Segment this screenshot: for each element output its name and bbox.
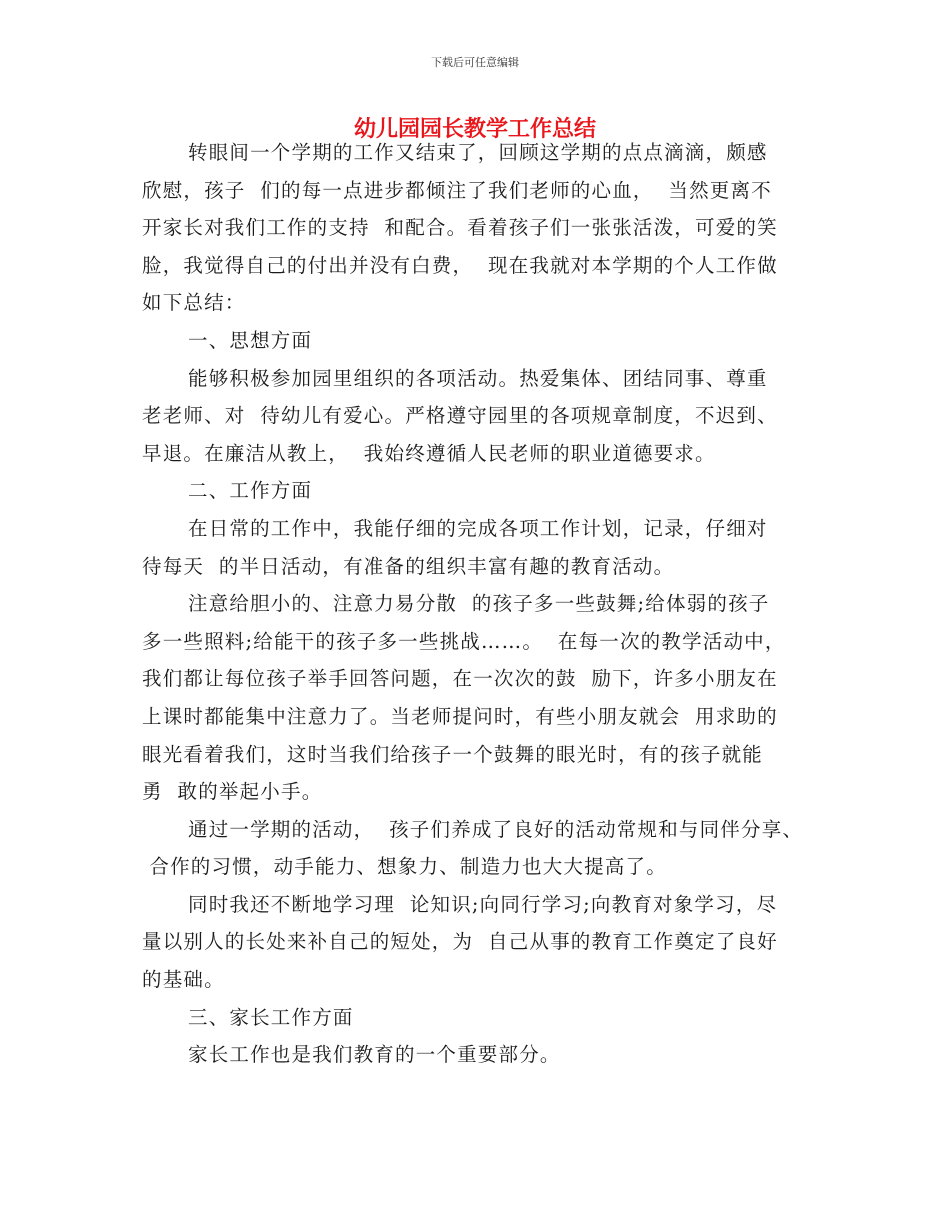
paragraph-line: 欣慰，孩子 们的每一点进步都倾注了我们老师的心血， 当然更离不 <box>142 178 772 202</box>
paragraph-line: 合作的习惯，动手能力、想象力、制造力也大大提高了。 <box>142 855 667 879</box>
paragraph-line: 通过一学期的活动， 孩子们养成了良好的活动常规和与同伴分享、 <box>188 817 804 841</box>
paragraph-line: 老老师、对 待幼儿有爱心。严格遵守园里的各项规章制度，不迟到、 <box>142 404 778 428</box>
paragraph-line: 量以别人的长处来补自己的短处，为 自己从事的教育工作奠定了良好 <box>142 930 778 954</box>
paragraph-line: 待每天 的半日活动，有准备的组织丰富有趣的教育活动。 <box>142 554 675 578</box>
document-body <box>142 134 832 1074</box>
paragraph-line: 早退。在廉洁从教上， 我始终遵循人民老师的职业道德要求。 <box>142 441 716 465</box>
paragraph-line: 同时我还不断地学习理 论知识;向同行学习;向教育对象学习，尽 <box>188 892 778 916</box>
section-heading: 三、家长工作方面 <box>188 1005 354 1029</box>
paragraph-line: 脸，我觉得自己的付出并没有白费， 现在我就对本学期的个人工作做 <box>142 253 778 277</box>
section-heading: 一、思想方面 <box>188 328 313 352</box>
paragraph-line: 眼光看着我们，这时当我们给孩子一个鼓舞的眼光时，有的孩子就能 <box>142 742 764 766</box>
paragraph-line: 的基础。 <box>142 968 225 992</box>
paragraph-line: 开家长对我们工作的支持 和配合。看着孩子们一张张活泼，可爱的笑 <box>142 216 778 240</box>
section-heading: 二、工作方面 <box>188 479 313 503</box>
paragraph-line: 多一些照料;给能干的孩子多一些挑战……。 在每一次的教学活动中， <box>142 629 786 653</box>
paragraph-line: 注意给胆小的、注意力易分散 的孩子多一些鼓舞;给体弱的孩子 <box>188 592 770 616</box>
paragraph-line: 上课时都能集中注意力了。当老师提问时，有些小朋友就会 用求助的 <box>142 704 778 728</box>
document-title: 幼儿园园长教学工作总结 <box>353 117 596 142</box>
paragraph-line: 家长工作也是我们教育的一个重要部分。 <box>188 1043 561 1067</box>
paragraph-line: 勇 敢的举起小手。 <box>142 780 323 804</box>
header-note: 下载后可任意编辑 <box>431 56 519 69</box>
paragraph-line: 如下总结： <box>142 291 246 315</box>
paragraph-line: 转眼间一个学期的工作又结束了，回顾这学期的点点滴滴，颇感 <box>188 141 768 164</box>
paragraph-line: 我们都让每位孩子举手回答问题，在一次次的鼓 励下，许多小朋友在 <box>142 667 778 691</box>
paragraph-line: 在日常的工作中，我能仔细的完成各项工作计划，记录，仔细对 <box>188 516 768 540</box>
paragraph-line: 能够积极参加园里组织的各项活动。热爱集体、团结同事、尊重 <box>188 366 768 390</box>
